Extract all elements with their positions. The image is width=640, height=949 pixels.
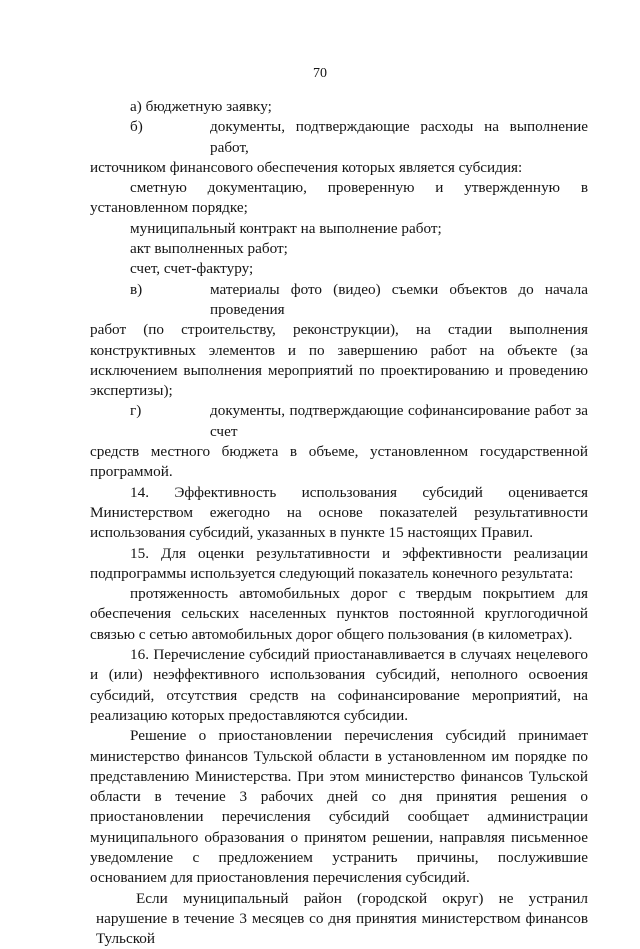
paragraph-14: 14. Эффективность использования субсидий оценивается Министерством ежегодно на основе показателей результативности использования субсидий, указанных в пункте 15 настоящих Правил. — [90, 483, 588, 542]
item-v-label: в) — [130, 280, 143, 298]
paragraph-15: 15. Для оценки результативности и эффективности реализации подпрограммы используется следующий показатель конечного результата: — [90, 544, 588, 582]
item-g-label: г) — [130, 402, 142, 420]
paragraph-15-indicator: протяженность автомобильных дорог с твердым покрытием для обеспечения сельских населенных пунктов постоянной круглогодичной связью с сетью автомобильных дорог общего пользования (в километрах). — [90, 585, 588, 643]
item-a: а) бюджетную заявку; — [130, 98, 272, 115]
estimate-first-line: сметную документацию, проверенную и утвержденную в — [130, 179, 588, 197]
invoice-line: счет, счет-фактуру; — [130, 260, 254, 278]
item-g — [90, 401, 588, 482]
estimate-rest: установленном порядке; — [90, 199, 248, 217]
suspension-decision-paragraph: Решение о приостановлении перечисления субсидий принимает министерство финансов Тульской области в установленном им порядке по представлению Министерства. При этом министерство финансов Тульской области в течение 3 рабочих дней со дня принятия решения о приостановлении перечисления субсидий сообщает администрации муниципального образования о принятом решении, направляя письменное уведомление с предложением устранить причины, послужившие основанием для приостановления перечисления субсидий. — [90, 727, 588, 887]
item-b — [90, 117, 588, 178]
item-v-rest: работ (по строительству, реконструкции), на стадии выполнения конструктивных элементов и по завершению работ на объекте (за исключением выполнения мероприятий по проектированию и проведению экспертизы); — [90, 321, 588, 400]
item-b-first-line: документы, подтверждающие расходы на выполнение работ, — [210, 118, 588, 156]
item-v — [90, 280, 588, 402]
page-number: 70 — [313, 66, 327, 81]
item-b-rest: источником финансового обеспечения которых является субсидия: — [90, 158, 523, 176]
item-v-first-line: материалы фото (видео) съемки объектов до начала проведения — [210, 280, 588, 318]
item-b-label: б) — [130, 118, 143, 136]
paragraph-16: 16. Перечисление субсидий приостанавливается в случаях нецелевого и (или) неэффективного использования субсидий, неполного освоения субсидий, отсутствия средств на софинансирование мероприятий, на реализацию которых предоставляются субсидии. — [90, 646, 588, 724]
document-body — [90, 97, 588, 949]
item-g-rest: средств местного бюджета в объеме, установленном государственной программой. — [90, 443, 588, 481]
item-g-first-line: документы, подтверждающие софинансирование работ за счет — [210, 402, 588, 440]
contract-line: муниципальный контракт на выполнение работ; — [130, 219, 442, 237]
final-paragraph: Если муниципальный район (городской округ) не устранил нарушение в течение 3 месяцев со дня принятия министерством финансов Тульской — [96, 889, 588, 948]
act-line: акт выполненных работ; — [130, 240, 288, 258]
